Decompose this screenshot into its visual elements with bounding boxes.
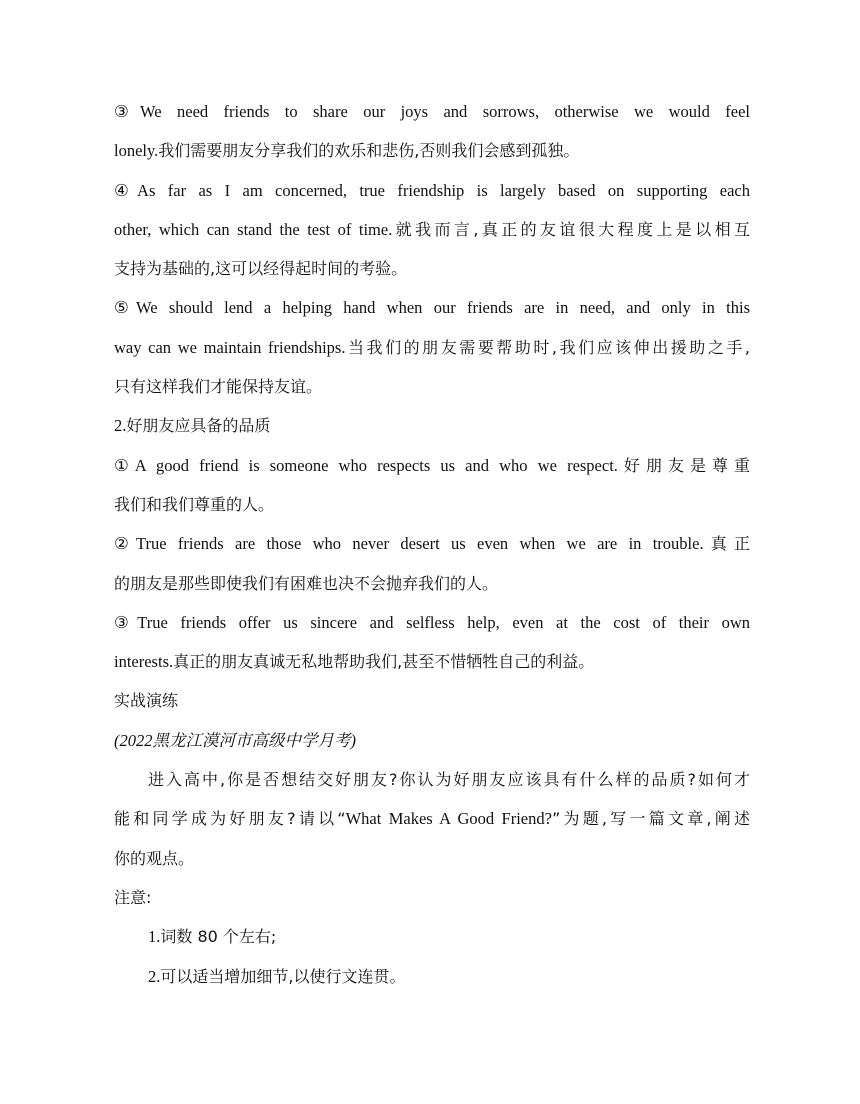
quality-2-english: ②True friends are those who never desert us even when we are in trouble. (114, 534, 704, 554)
item-5-chinese: 当我们的朋友需要帮助时,我们应该伸出援助之手, (345, 337, 750, 357)
note-1-text: 词数 80 个左右; (160, 927, 277, 947)
quality-3-english: ③True friends offer us sincere and selfless help, even at the cost of their own (114, 612, 750, 632)
note-2-number: 2. (148, 966, 161, 986)
quality-2-line-2 (114, 564, 750, 603)
quality-1-line-2 (114, 485, 750, 524)
practice-source: (2022黑龙江漠河市高级中学月考) (114, 730, 356, 750)
item-5-english: ⑤We should lend a helping hand when our friends are in need, and only in this (114, 298, 750, 318)
item-3-chinese: 我们需要朋友分享我们的欢乐和悲伤,否则我们会感到孤独。 (158, 141, 580, 161)
item-4-chinese-end: 支持为基础的,这可以经得起时间的考验。 (114, 259, 408, 279)
prompt-essay-title: What Makes A Good Friend? (345, 809, 552, 829)
item-4-line-3 (114, 249, 750, 288)
item-3-line-2 (114, 131, 750, 170)
quality-2-line-1 (114, 524, 750, 563)
prompt-text-2a: 能和同学成为好朋友?请以“ (114, 809, 346, 829)
quality-1-english: ①A good friend is someone who respects us and who we respect. (114, 455, 618, 475)
quality-1-line-1 (114, 446, 750, 485)
item-5-line-1 (114, 288, 750, 327)
prompt-line-1 (114, 760, 750, 799)
quality-2-chinese: 真正 (703, 534, 750, 554)
quality-2-chinese-end: 的朋友是那些即使我们有困难也决不会抛弃我们的人。 (114, 573, 499, 593)
quality-3-english-end: interests. (114, 652, 174, 672)
prompt-text-3: 你的观点。 (114, 848, 195, 868)
section-2-number: 2. (114, 416, 127, 436)
document-page (114, 92, 750, 996)
quality-3-line-2 (114, 642, 750, 681)
prompt-text-1: 进入高中,你是否想结交好朋友?你认为好朋友应该具有什么样的品质?如何才 (148, 770, 750, 790)
note-label: 注意: (114, 887, 152, 907)
item-5-english-end: way can we maintain friendships. (114, 337, 346, 357)
note-2-text: 可以适当增加细节,以使行文连贯。 (160, 966, 406, 986)
item-3-line-1 (114, 92, 750, 131)
section-2-title: 好朋友应具备的品质 (126, 416, 271, 436)
item-4-line-1 (114, 171, 750, 210)
item-4-chinese: 就我而言,真正的友谊很大程度上是以相互 (392, 219, 750, 239)
section-2-heading (114, 406, 750, 445)
practice-heading: 实战演练 (114, 691, 179, 711)
quality-1-chinese-end: 我们和我们尊重的人。 (114, 494, 275, 514)
item-4-line-2 (114, 210, 750, 249)
item-3-english: ③We need friends to share our joys and sorrows, otherwise we would feel (114, 102, 750, 121)
item-4-english-end: other, which can stand the test of time. (114, 219, 393, 239)
quality-1-chinese: 好朋友是尊重 (617, 455, 750, 475)
quality-3-line-1 (114, 603, 750, 642)
note-1 (114, 917, 750, 956)
prompt-line-3 (114, 839, 750, 878)
item-5-chinese-end: 只有这样我们才能保持友谊。 (114, 377, 323, 397)
note-2 (114, 957, 750, 996)
item-3-english-end: lonely. (114, 141, 159, 161)
prompt-line-2 (114, 799, 750, 838)
note-1-number: 1. (148, 927, 161, 947)
item-5-line-2 (114, 328, 750, 367)
item-5-line-3 (114, 367, 750, 406)
prompt-text-2b: ”为题,写一篇文章,阐述 (551, 809, 750, 829)
quality-3-chinese: 真正的朋友真诚无私地帮助我们,甚至不惜牺牲自己的利益。 (173, 652, 595, 672)
item-4-english: ④As far as I am concerned, true friendship is largely based on supporting each (114, 180, 750, 200)
